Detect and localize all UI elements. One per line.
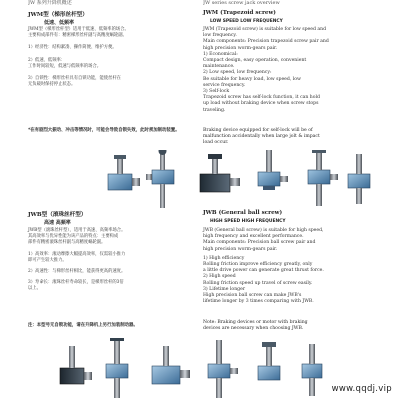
jwb-en-note [203,320,377,332]
jwm-en-line: maintenance. [203,64,235,70]
jwm-en-line: 3) Self-lock [203,89,230,95]
jwb-product-images [40,338,340,400]
jwm-en-line: Compact design, easy operation, convenient [203,58,307,64]
jwm-en-title: JWM (Trapezoid screw) [203,10,276,16]
jwb-en-body [203,228,377,305]
jack-image [108,155,140,190]
header-right-fragment: JW series screw jack overview [203,0,280,6]
jwb-cn-line: 即可产生较大推力。 [28,257,67,263]
jwm-cn-line: 1）经济性：结构紧凑、操作简便、维护方便。 [28,45,117,51]
jwm-en-line: Be suitable for heavy load, low speed, low [203,76,301,82]
jwb-cn-line: 1）高效率：滚动摩擦大幅提高效率，仅需较小推力 [28,251,126,257]
jwb-cn-line: 2）高速性：与梯形丝杆相比，能获得更高的速度。 [28,269,126,275]
jwb-en-line: lifetime longer by 3 times comparing with JWB. [203,299,314,305]
jwm-product-images [90,150,380,212]
jwm-cn-line: 无负载时保持停止状态。 [28,82,76,88]
jack-image [348,154,370,204]
jwm-cn-line: 工作时间较短，低速与低频率的场合。 [28,63,102,69]
jwb-cn-line: 以上。 [28,286,41,292]
jwb-en-line: a little drive power can generate great thrust force. [203,268,324,274]
jwm-en-note-line: malfunction accidentally when large jolt & impact [203,134,320,140]
jack-image [200,154,240,192]
jack-image [60,346,92,384]
jwm-en-note-line: load occur. [203,140,229,146]
jwm-en-subtitle: LOW SPEED LOW FREQUENCY [210,19,283,24]
jwb-en-line: 3) Lifetime longer [203,286,246,292]
jack-image [302,344,322,396]
jwm-en-line: high precision worm-gears pair. [203,45,278,51]
jack-image [258,342,280,380]
jwb-cn-body [28,228,198,293]
jwb-en-line: JWB (General ball screw) is suitable for high speed, [203,228,324,233]
jwm-en-line: Main components: Precision trapezoid screw pair and [203,39,329,45]
jwm-en-note [203,128,375,147]
jwm-cn-line: 2）低速、低频率： [28,57,66,63]
jack-image [146,150,174,208]
jwb-en-line: High precision ball screw can make JWB's [203,293,302,299]
jack-image [258,150,288,190]
watermark: www.qqdj.vip [331,384,392,394]
jwm-en-body [203,27,375,114]
jwm-cn-line: 主要构成部件有：精密梯形丝杆副与高精度蜗轮副。 [28,33,127,39]
jwb-cn-note: 注：本型号无自锁功能，请在升降机上另行加装制动器。 [28,323,138,328]
jwm-cn-body [28,27,198,88]
jwm-en-line: Trapezoid screw has self-lock function, it can hold [203,95,320,101]
jwb-cn-title: JWB型（滚珠丝杆型） [28,212,87,218]
jwb-en-line: Rolling friction speed up travel of screw easily. [203,280,313,286]
jwb-en-line: high frequency and excellent performance. [203,234,304,240]
jwm-en-line: 2) Low speed, low frequency: [203,70,272,76]
jwm-en-line: JWM (Trapezoid screw) is suitable for low speed and [203,27,327,32]
jack-image [308,150,338,206]
jwb-en-line: 1) High efficiency [203,255,245,261]
jwb-en-line: Rolling friction improve efficiency greatly, only [203,262,313,268]
jwb-cn-line: JWB型（滚珠丝杆型），适用于高速、高频率场合。 [28,228,126,233]
jwb-en-subtitle: HIGH SPEED HIGH FREQUENCY [210,219,286,224]
jwm-en-note-line: Braking device equipped for self-lock will be of [203,128,313,133]
jack-image [152,346,190,384]
jwm-en-line: low frequency. [203,33,237,39]
jwb-cn-line: 其高效率与优异性能为该产品的特点：主要构成 [28,234,119,240]
jwm-cn-line: JWM型（梯形丝杆型）适用于低速、低频率的场合。 [28,27,129,32]
jwm-cn-note: *在有剧烈大振动、冲击等情况时，可能会导致自锁失效，此时须加制动装置。 [28,128,180,133]
jwm-en-line: traveling. [203,107,226,113]
jack-image [106,338,128,398]
jwb-en-note-line: Note: Braking devices or motor with braking [203,320,308,325]
jwb-en-line: high precision worm-gears pair. [203,246,278,252]
jwm-cn-subtitle: 低速、低频率 [44,20,75,26]
header-left-fragment: JW 系列升降机概述 [28,0,72,6]
jwm-en-line: up load without braking device when screw stops [203,101,319,107]
jwb-cn-line: 3）寿命长：滚珠丝杆寿命较长，是梯形丝杆的3倍 [28,280,124,286]
jwb-en-line: 2) High speed [203,274,236,280]
jack-image [208,340,238,398]
jwb-en-title: JWB (General ball screw) [203,210,283,216]
jwb-en-line: Main components: Precision ball screw pair and [203,240,316,246]
jwm-en-line: service frequency. [203,82,246,88]
jwm-en-line: 1) Economical: [203,51,238,57]
jwm-cn-title: JWM型（梯形丝杆型） [28,12,88,18]
jwm-cn-line: 3）自锁性：梯形丝杆具有自锁功能，能使丝杆在 [28,76,121,82]
jwb-cn-subtitle: 高速 高频率 [44,220,71,226]
jwb-cn-line: 部件有精密滚珠丝杆副与高精度蜗轮副。 [28,240,106,246]
jwb-en-note-line: devices are necessary when choosing JWB. [203,326,304,332]
